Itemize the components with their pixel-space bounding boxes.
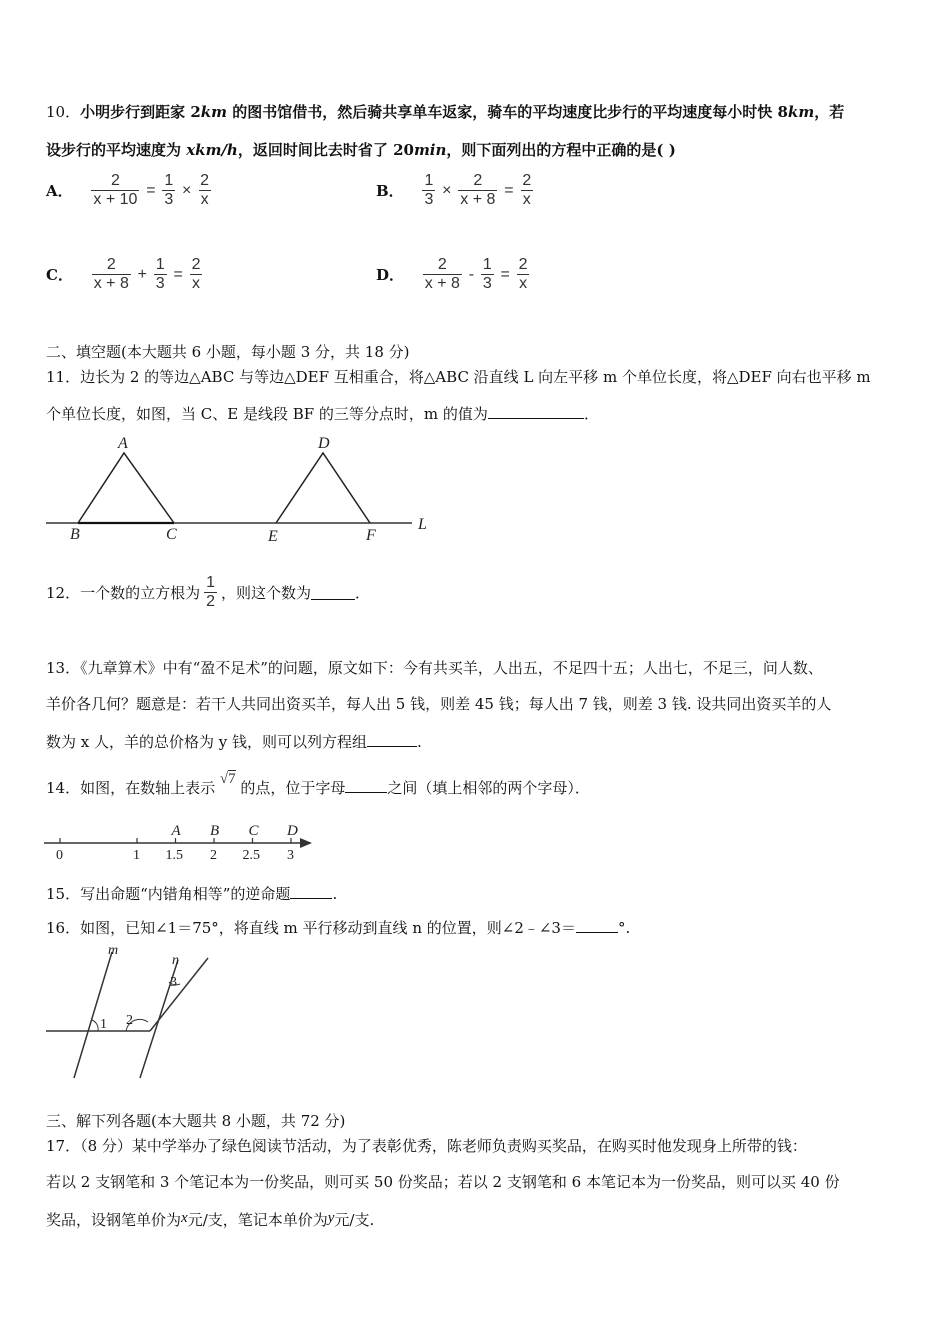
fraction: $\frac{2}{x}$ xyxy=(200,172,210,208)
q14: 14．如图，在数轴上表示 √7 的点，位于字母 之间（填上相邻的两个字母）． xyxy=(46,771,590,797)
label-l: L xyxy=(418,516,427,533)
answer-blank[interactable] xyxy=(576,918,618,933)
label-angle-2: 2 xyxy=(126,1013,133,1028)
axis-tick-label: 1 xyxy=(133,848,140,863)
answer-blank[interactable] xyxy=(367,732,417,747)
answer-blank[interactable] xyxy=(488,404,584,419)
q17-line1: 17．（8 分）某中学举办了绿色阅读节活动，为了表彰优秀，陈老师负责购买奖品，在购买时他发现身上所带的钱： xyxy=(46,1137,807,1155)
sqrt-seven: √7 xyxy=(219,771,236,787)
fraction: $\frac{2}{x + 8}$ xyxy=(93,256,129,292)
label-a: A xyxy=(118,435,128,452)
label-n: n xyxy=(172,953,179,968)
q13-line1: 13．《九章算术》中有“盈不足术”的问题，原文如下：今有共买羊，人出五，不足四十五；人出七，不足三，问人数、 xyxy=(46,659,823,677)
q16: 16．如图，已知∠1＝75°，将直线 m 平行移动到直线 n 的位置，则∠2﹣∠3＝ °. xyxy=(46,919,631,937)
q15: 15．写出命题“内错角相等”的逆命题 . xyxy=(46,885,338,903)
label-d: D xyxy=(318,435,330,452)
q10-number: 10． xyxy=(46,103,81,121)
q10-option-c[interactable]: C． $\frac{2}{x + 8}$ + $\frac{1}{3}$ = $\frac{2}{x}$ xyxy=(46,256,201,292)
fraction: $\frac{1}{3}$ xyxy=(482,256,492,292)
fraction: $\frac{2}{x + 8}$ xyxy=(424,256,460,292)
q11-triangles-figure xyxy=(40,428,440,548)
axis-tick-label: 0 xyxy=(56,848,63,863)
fraction: $\frac{2}{x}$ xyxy=(522,172,532,208)
q10-option-a[interactable]: A． $\frac{2}{x + 10}$ = $\frac{1}{3}$ × $\frac{2}{x}$ xyxy=(46,172,210,208)
label-m: m xyxy=(108,943,119,958)
answer-blank[interactable] xyxy=(345,778,387,793)
fraction: $\frac{2}{x}$ xyxy=(191,256,201,292)
q13-line2: 羊价各几何？题意是：若干人共同出资买羊，每人出 5 钱，则差 45 钱；每人出 7 钱，则差 3 钱. 设共同出资买羊的人 xyxy=(46,695,832,713)
line-m xyxy=(74,952,112,1078)
fraction: $\frac{1}{3}$ xyxy=(424,172,434,208)
fraction: $\frac{1}{3}$ xyxy=(164,172,174,208)
axis-tick-label: 2.5 xyxy=(242,848,260,863)
axis-tick-label: 2 xyxy=(210,848,217,863)
axis-letter-a: A xyxy=(171,823,181,839)
fraction: $\frac{2}{x + 10}$ xyxy=(93,172,138,208)
label-b: B xyxy=(70,526,80,543)
q17-line3: 奖品，设钢笔单价为x元/支，笔记本单价为y元/支. xyxy=(46,1210,375,1229)
fraction: $\frac{2}{x + 8}$ xyxy=(460,172,496,208)
label-f: F xyxy=(366,527,376,544)
section-3-heading: 三、解下列各题(本大题共 8 小题，共 72 分) xyxy=(46,1112,346,1130)
label-e: E xyxy=(268,528,278,545)
q14-number-line xyxy=(40,818,330,866)
answer-blank[interactable] xyxy=(290,884,332,899)
fraction: $\frac{1}{3}$ xyxy=(155,256,165,292)
label-angle-3: 3 xyxy=(170,975,177,990)
axis-letter-d: D xyxy=(287,823,298,839)
axis-letter-c: C xyxy=(248,823,259,839)
triangle-def xyxy=(276,453,370,523)
q16-parallel-lines-figure xyxy=(40,942,220,1084)
label-angle-1: 1 xyxy=(100,1017,107,1032)
q17-line2: 若以 2 支钢笔和 3 个笔记本为一份奖品，则可买 50 份奖品；若以 2 支钢笔和 6 本笔记本为一份奖品，则可以买 40 份 xyxy=(46,1173,840,1191)
axis-letter-b: B xyxy=(210,823,220,839)
q13-line3: 数为 x 人，羊的总价格为 y 钱，则可以列方程组 . xyxy=(46,733,422,751)
angle-1-arc xyxy=(92,1020,98,1031)
label-c: C xyxy=(166,526,177,543)
axis-tick-label: 1.5 xyxy=(165,848,183,863)
q10-option-d[interactable]: D． $\frac{2}{x + 8}$ - $\frac{1}{3}$ = $\frac{2}{x}$ xyxy=(376,256,528,292)
q11-line2: 个单位长度，如图，当 C、E 是线段 BF 的三等分点时，m 的值为 ． xyxy=(46,405,599,423)
q12: 12．一个数的立方根为 $\frac{1}{2}$ ，则这个数为 ． xyxy=(46,574,371,610)
answer-blank[interactable] xyxy=(311,585,355,600)
q10-line1: 10．小明步行到距家 2km 的图书馆借书，然后骑共享单车返家，骑车的平均速度比步行的平均速度每小时快 8km，若 xyxy=(46,103,845,121)
section-2-heading: 二、填空题(本大题共 6 小题，每小题 3 分，共 18 分) xyxy=(46,343,410,361)
q10-option-b[interactable]: B． $\frac{1}{3}$ × $\frac{2}{x + 8}$ = $\frac{2}{x}$ xyxy=(376,172,532,208)
q10-line2: 设步行的平均速度为 xkm/h，返回时间比去时省了 20min，则下面列出的方程中正确的是( ) xyxy=(46,141,676,159)
axis-tick-label: 3 xyxy=(287,848,294,863)
fraction: $\frac{2}{x}$ xyxy=(518,256,528,292)
fraction: $\frac{1}{2}$ xyxy=(206,574,215,610)
q11-line1: 11．边长为 2 的等边△ABC 与等边△DEF 互相重合，将△ABC 沿直线 L 向左平移 m 个单位长度，将△DEF 向右也平移 m xyxy=(46,368,871,386)
axis-arrow xyxy=(300,838,312,848)
triangle-abc xyxy=(78,453,174,523)
